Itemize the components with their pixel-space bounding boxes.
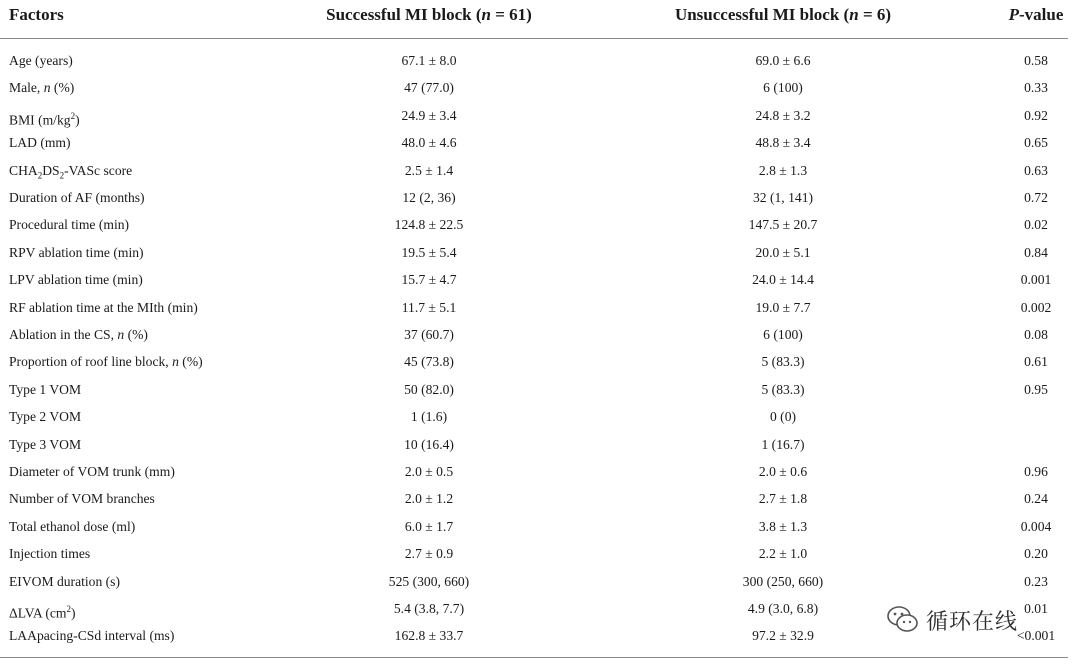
successful-cell: 10 (16.4) (404, 436, 454, 452)
header-p-value: P-value (1008, 5, 1064, 24)
unsuccessful-cell: 2.0 ± 0.6 (758, 464, 808, 479)
unsuccessful-cell: 3.8 ± 1.3 (758, 518, 808, 534)
table-row (0, 134, 1080, 161)
unsuccessful-cell: 69.0 ± 6.6 (755, 53, 811, 68)
unsuccessful-cell: 6 (100) (763, 80, 803, 96)
unsuccessful-cell: 20.0 ± 5.1 (755, 244, 811, 260)
unsuccessful-cell: 147.5 ± 20.7 (748, 217, 818, 233)
p-value-cell: 0.96 (1024, 464, 1048, 479)
table-row (0, 299, 1080, 326)
factor-cell: ΔLVA $(cm^2)$ (9, 604, 76, 621)
successful-cell: 5.4 (3.8, 7.7) (393, 601, 465, 616)
successful-cell: 1 (1.6) (410, 409, 448, 425)
unsuccessful-cell: 48.8 ± 3.4 (755, 135, 811, 151)
factor-cell: Total ethanol dose (ml) (9, 518, 136, 534)
p-value-cell: 0.24 (1024, 491, 1048, 507)
table-row (0, 271, 1080, 298)
factor-cell: Procedural time (min) (9, 217, 130, 233)
table-row (0, 52, 1080, 79)
successful-cell: 24.9 ± 3.4 (401, 107, 457, 123)
header-successful: Successful MI block (n = 61) (326, 5, 532, 24)
factor-cell: RF ablation time at the MIth (min) (9, 299, 198, 315)
table-row (0, 189, 1080, 216)
table-row (0, 408, 1080, 435)
factor-cell: Type 1 VOM (9, 381, 82, 397)
successful-cell: 525 (300, 660) (388, 573, 470, 589)
table-row (0, 573, 1080, 600)
unsuccessful-cell: 32 (1, 141) (752, 190, 814, 205)
p-value-cell: 0.20 (1024, 546, 1048, 562)
table-row (0, 326, 1080, 353)
header-unsuccessful: Unsuccessful MI block (n = 6) (674, 5, 892, 24)
p-value-cell: 0.01 (1024, 601, 1048, 616)
table-row (0, 216, 1080, 243)
unsuccessful-cell: 5 (83.3) (761, 354, 805, 370)
successful-cell: 47 (77.0) (404, 80, 454, 96)
factor-cell: Diameter of VOM trunk (mm) (9, 464, 175, 479)
p-value-cell: <0.001 (1016, 628, 1056, 644)
table-row (0, 490, 1080, 517)
successful-cell: 37 (60.7) (404, 327, 454, 342)
factor-cell: Ablation in the CS, n (%) (9, 327, 148, 342)
p-value-cell: 0.95 (1024, 381, 1048, 397)
factor-cell: LAD (mm) (9, 135, 71, 151)
table-row (0, 162, 1080, 189)
successful-cell: 2.0 ± 1.2 (404, 491, 454, 507)
p-value-cell: 0.58 (1024, 53, 1048, 68)
table-row (0, 353, 1080, 380)
successful-cell: 6.0 ± 1.7 (404, 518, 454, 534)
factor-cell: LAApacing-CSd interval (ms) (9, 628, 175, 644)
factor-cell: BMI $(m/kg^2)$ (9, 110, 80, 128)
unsuccessful-cell: 4.9 (3.0, 6.8) (747, 601, 819, 616)
unsuccessful-cell: 2.7 ± 1.8 (758, 491, 808, 507)
p-value-cell: 0.61 (1024, 354, 1048, 370)
successful-cell: 50 (82.0) (404, 381, 454, 397)
watermark (886, 600, 1036, 640)
table-row (0, 463, 1080, 490)
successful-cell: 124.8 ± 22.5 (394, 217, 464, 233)
factor-cell: Age (years) (9, 53, 73, 68)
wechat-icon (886, 603, 920, 637)
factor-cell: Duration of AF (months) (9, 190, 145, 205)
unsuccessful-cell: 2.8 ± 1.3 (758, 162, 808, 178)
successful-cell: 19.5 ± 5.4 (401, 244, 457, 260)
unsuccessful-cell: 1 (16.7) (761, 436, 805, 452)
p-value-cell: 0.001 (1020, 272, 1052, 288)
successful-cell: 48.0 ± 4.6 (401, 135, 457, 151)
table-row (0, 518, 1080, 545)
unsuccessful-cell: 0 (0) (769, 409, 797, 425)
factor-cell: Proportion of roof line block, n (%) (9, 354, 203, 370)
successful-cell: 2.5 ± 1.4 (404, 162, 454, 178)
successful-cell: 12 (2, 36) (402, 190, 456, 205)
table-row (0, 107, 1080, 134)
table-header-row (0, 0, 1080, 34)
p-value-cell: 0.92 (1024, 107, 1048, 123)
table-row (0, 545, 1080, 572)
unsuccessful-cell: 19.0 ± 7.7 (755, 299, 811, 315)
factor-cell: EIVOM duration (s) (9, 573, 120, 589)
successful-cell: 15.7 ± 4.7 (401, 272, 457, 288)
unsuccessful-cell: 300 (250, 660) (742, 573, 824, 589)
unsuccessful-cell: 24.0 ± 14.4 (752, 272, 814, 288)
p-value-cell: 0.02 (1024, 217, 1048, 233)
p-value-cell: 0.65 (1024, 135, 1048, 151)
factor-cell: RPV ablation time (min) (9, 244, 144, 260)
p-value-cell: 0.004 (1020, 518, 1052, 534)
factor-cell: Number of VOM branches (9, 491, 155, 507)
top-rule (0, 38, 1068, 39)
watermark-text: 循环在线 (926, 609, 1019, 635)
p-value-cell: 0.84 (1024, 244, 1048, 260)
factor-cell: Injection times (9, 546, 91, 562)
table-row (0, 381, 1080, 408)
table-row (0, 436, 1080, 463)
p-value-cell: 0.23 (1024, 573, 1048, 589)
successful-cell: 2.7 ± 0.9 (404, 546, 454, 562)
header-factors: Factors (9, 5, 64, 24)
factor-cell: Type 2 VOM (9, 409, 82, 425)
bottom-rule (0, 657, 1068, 658)
factor-cell: Type 3 VOM (9, 436, 82, 452)
unsuccessful-cell: 6 (100) (763, 327, 803, 342)
unsuccessful-cell: 2.2 ± 1.0 (758, 546, 808, 562)
successful-cell: 67.1 ± 8.0 (401, 53, 457, 68)
successful-cell: 11.7 ± 5.1 (401, 299, 457, 315)
unsuccessful-cell: 5 (83.3) (761, 381, 805, 397)
p-value-cell: 0.63 (1024, 162, 1048, 178)
table-row (0, 244, 1080, 271)
successful-cell: 2.0 ± 0.5 (404, 464, 454, 479)
unsuccessful-cell: 24.8 ± 3.2 (755, 107, 811, 123)
p-value-cell: 0.002 (1020, 299, 1052, 315)
successful-cell: 162.8 ± 33.7 (394, 628, 464, 644)
p-value-cell: 0.33 (1024, 80, 1048, 96)
unsuccessful-cell: 97.2 ± 32.9 (752, 628, 814, 644)
p-value-cell: 0.72 (1024, 190, 1048, 205)
table-row (0, 79, 1080, 106)
factor-cell: $CHA_2DS_2$-VASc score (9, 162, 133, 181)
p-value-cell: 0.08 (1024, 327, 1048, 342)
successful-cell: 45 (73.8) (404, 354, 454, 370)
factor-cell: Male, n (%) (9, 80, 75, 96)
factor-cell: LPV ablation time (min) (9, 272, 143, 288)
